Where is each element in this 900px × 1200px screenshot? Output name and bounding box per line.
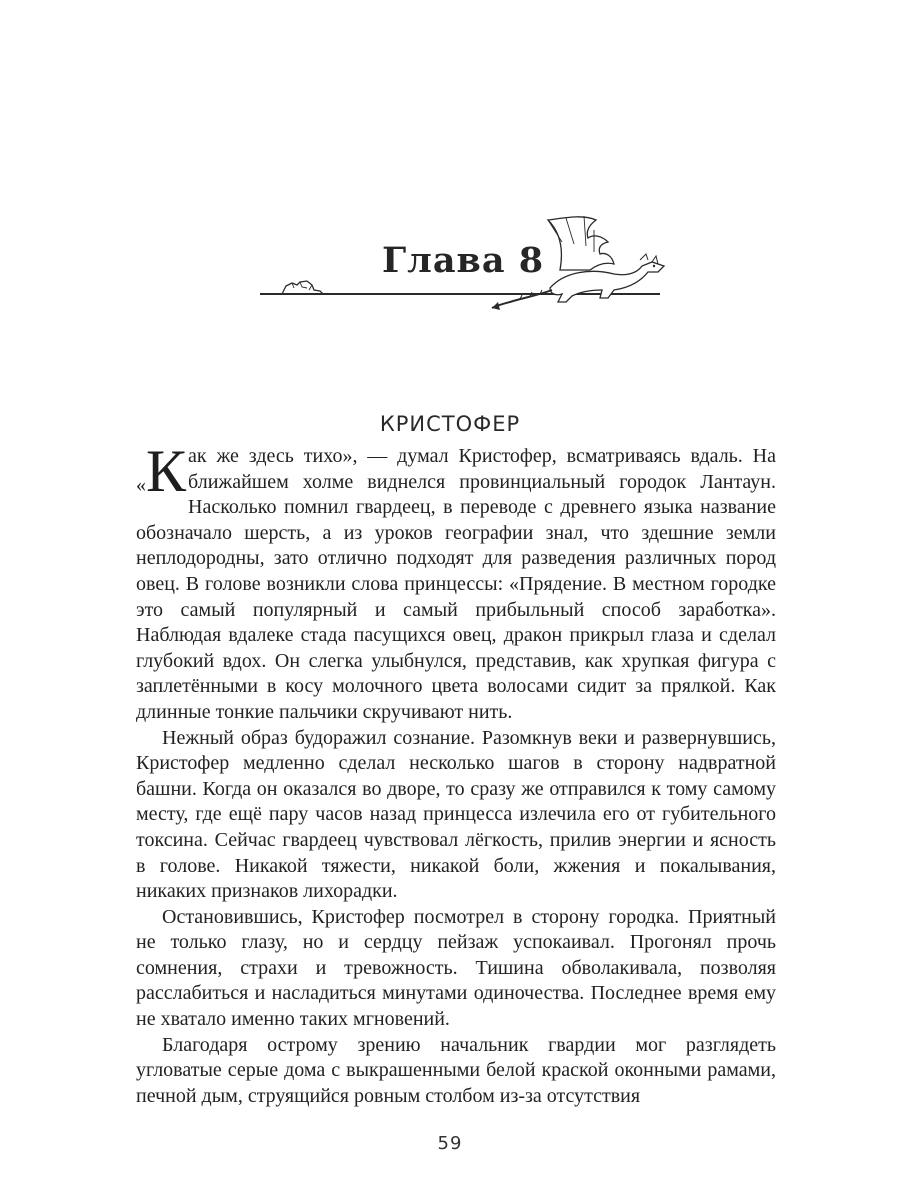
drop-cap xyxy=(136,438,187,509)
dragon-icon xyxy=(490,208,676,318)
section-title: КРИСТОФЕР xyxy=(379,412,521,436)
chapter-text xyxy=(136,438,776,1109)
page-number: 59 xyxy=(437,1133,463,1154)
dropcap-letter: К xyxy=(146,438,187,504)
dropcap-quote: « xyxy=(136,474,146,496)
chapter-title: Глава 8 xyxy=(382,240,545,281)
paragraph-text: ак же здесь тихо», — думал Кристофер, всматриваясь вдаль. На ближайшем холме виднелся провинциальный городок Лантаун. Насколько помнил гвардеец, в переводе с древнего языка название обозначало шерсть, а из уроков географии знал, что здешние земли неплодородны, зато отлично подходят для разведения различных пород овец. В голове возникли слова принцессы: «Прядение. В местном городке это самый популярный и самый прибыльный способ заработка». Наблюдая вдалеке стада пасущихся овец, дракон прикрыл глаза и сделал глубокий вдох. Он слегка улыбнулся, представив, как хрупкая фигура с заплетёнными в косу молочного цвета волосами сидит за прялкой. Как длинные тонкие пальчики скручивают нить. xyxy=(136,445,776,723)
paragraph: Благодаря острому зрению начальник гвардии мог разглядеть угловатые серые дома с выкрашенными белой краской оконными рамами, печной дым, струящийся ровным столбом из-за отсутствия xyxy=(136,1033,776,1107)
chapter-header xyxy=(250,200,680,320)
paragraph: Остановившись, Кристофер посмотрел в сторону городка. Приятный не только глазу, но и сердцу пейзаж успокаивал. Прогонял прочь сомнения, страхи и тревожность. Тишина обволакивала, позволяя расслабиться и насладиться минутами одиночества. Последнее время ему не хватало именно таких мгновений. xyxy=(136,905,776,1031)
paragraph: Нежный образ будоражил сознание. Разомкнув веки и развернувшись, Кристофер медленно сделал несколько шагов в сторону надвратной башни. Когда он оказался во дворе, то сразу же отправился к тому самому месту, где ещё пару часов назад принцесса излечила его от губительного токсина. Сейчас гвардеец чувствовал лёгкость, прилив энергии и ясность в голове. Никакой тяжести, никакой боли, жжения и покалывания, никаких признаков лихорадки. xyxy=(136,726,776,903)
paragraph xyxy=(136,438,776,726)
